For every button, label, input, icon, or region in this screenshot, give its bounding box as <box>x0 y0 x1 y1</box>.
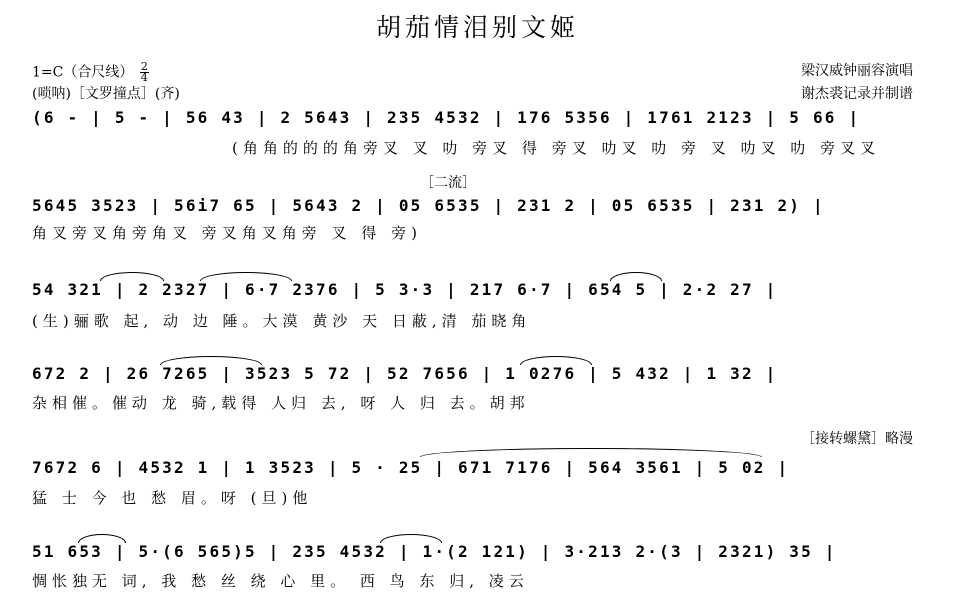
section-marking-2: ［二流］ <box>420 175 476 191</box>
time-signature-bottom: 4 <box>140 71 148 84</box>
key-signature-line <box>32 62 149 83</box>
credit-transcriber: 谢杰裘记录并制谱 <box>801 86 913 102</box>
notation-line-5: 7672 6 | 4532 1 | 1 3523 | 5 · 25 | 671 7176 | 564 3561 | 5 02 | <box>32 458 790 477</box>
notation-line-4: 672 2 | 26 7265 | 3523 5 72 | 52 7656 | 1 0276 | 5 432 | 1 32 | <box>32 364 778 383</box>
slur <box>420 448 762 457</box>
lyrics-line-1: (角角的的的角旁叉 叉 叻 旁叉 得 旁叉 叻叉 叻 旁 叉 叻叉 叻 旁叉叉 <box>32 139 881 157</box>
lyrics-line-6: 惆怅独无 词, 我 愁 丝 绕 心 里。 西 鸟 东 归, 凌云 <box>32 572 529 590</box>
notation-line-3: 54 321 | 2 2327 | 6·7 2376 | 5 3·3 | 217 6·7 | 654 5 | 2·2 27 | <box>32 280 778 299</box>
song-title: 胡茄情泪别文姬 <box>375 13 579 42</box>
credit-singers: 梁汉威钟丽容演唱 <box>801 63 913 79</box>
lyrics-line-2: 角叉旁叉角旁角叉 旁叉角叉角旁 叉 得 旁) <box>32 224 422 242</box>
notation-line-6: 51 653 | 5·(6 565)5 | 235 4532 | 1·(2 121) | 3·213 2·(3 | 2321) 35 | <box>32 542 837 561</box>
key-signature: 1=C（合尺线） <box>32 64 134 81</box>
time-signature <box>140 62 149 83</box>
lyrics-line-3: (生)骊歌 起, 动 边 陲。大漠 黄沙 天 日蔽,清 茄晓角 <box>32 312 532 330</box>
section-marking-5: ［接转螺黛］略漫 <box>801 431 913 447</box>
lyrics-line-5: 猛 士 今 也 愁 眉。呀 (旦)他 <box>32 489 313 507</box>
notation-line-1: (6 - | 5 - | 56 43 | 2 5643 | 235 4532 | 176 5356 | 1761 2123 | 5 66 | <box>32 108 861 127</box>
lyrics-line-4: 杂相催。催动 龙 骑,载得 人归 去, 呀 人 归 去。胡邦 <box>32 394 530 412</box>
instrument-line: (唢呐)［文罗撞点］(齐) <box>32 86 180 102</box>
time-signature-top: 2 <box>140 60 148 73</box>
notation-line-2: 5645 3523 | 56i7 65 | 5643 2 | 05 6535 | 231 2 | 05 6535 | 231 2) | <box>32 196 825 215</box>
